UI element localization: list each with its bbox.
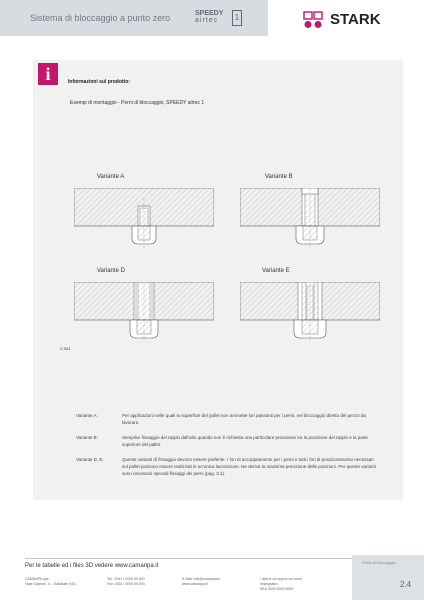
- note-text: Semplice fissaggio del nipplo dall'alto quando non è richiesta una particolare precisione tra la posizione del nipplo e la parte superiore del pallet.: [122, 435, 369, 447]
- stark-logo-icon: [303, 11, 323, 29]
- footer-contact: [182, 577, 220, 587]
- footer-legal: [260, 577, 302, 592]
- page-number: 2.4: [400, 580, 412, 589]
- variant-a-drawing: [74, 188, 214, 248]
- info-icon: i: [38, 63, 58, 85]
- variant-d-label: Variante D: [97, 268, 125, 274]
- variant-e-label: Variante E: [262, 268, 290, 274]
- footer-company: [25, 577, 76, 587]
- note-variant-b: [76, 434, 396, 454]
- brand-name: STARK: [330, 11, 381, 28]
- speedy-logo: [195, 10, 223, 24]
- footer-phone-line: Fax: 0331 / 0000 00 000: [107, 582, 145, 586]
- footer-divider: [25, 558, 352, 559]
- footer-email: E-Mail: info@camanpa.it: [182, 577, 221, 581]
- footer-company-line: CAMANPA spa: [25, 577, 49, 581]
- speedy-logo-number: 1: [232, 10, 242, 26]
- note-label: Variante D, E:: [76, 457, 104, 462]
- footer-tagline: Per le tabelle ed i files 3D vedere www.camanpa.it: [25, 563, 159, 569]
- note-variant-a: [76, 412, 396, 432]
- variant-b-label: Variante B: [265, 174, 293, 180]
- footer-legal-line: impegnativi: [260, 582, 278, 586]
- footer-website: www.camanpa.it: [182, 582, 208, 586]
- footer-phone-line: Tel.: 0331 / 0000 00 000: [107, 577, 145, 581]
- note-label: Variante A:: [76, 413, 98, 418]
- note-text: Per applicazioni nelle quali la superficie del pallet non ammette fori passanti per i perni, nel bloccaggio diretto del pezzo da lavorare.: [122, 413, 366, 425]
- page-header: [0, 0, 424, 38]
- variant-b-drawing: [240, 188, 380, 248]
- note-text: Queste varianti di fissaggio devono essere preferite. I fori di accoppiamento per i perni e tutti i fori di posizionamento necessari sul pallet possono essere realizzati in un'unica lavorazione. Ne deriva la massima precisione delle posizioni. Per queste varianti sono necessari speciali fissaggi dei perni (pag. 3.1).: [122, 457, 376, 476]
- variant-e-drawing: [240, 282, 380, 342]
- footer-phone: [107, 577, 145, 587]
- footer-legal-line: I dati di cui sopra non sono: [260, 577, 302, 581]
- footer-section-label: Perni di bloccaggio: [362, 560, 396, 565]
- variant-a-label: Variante A: [97, 174, 125, 180]
- footer-legal-line: REA 0000 0000 0000: [260, 587, 294, 591]
- info-subtitle: Esempi di montaggio - Perni di bloccaggio, SPEEDY airtec 1: [70, 100, 205, 106]
- info-heading: Informazioni sul prodotto:: [68, 79, 130, 85]
- note-label: Variante B:: [76, 435, 98, 440]
- speedy-logo-line2: airtec: [195, 17, 219, 24]
- variant-d-drawing: [74, 282, 214, 342]
- footer-company-line: Viale Caproni, 4 – Gallarate (VA): [25, 582, 76, 586]
- figure-code: Z-001: [60, 346, 71, 351]
- speedy-logo-line1: SPEEDY: [195, 10, 224, 17]
- note-variant-de: [76, 456, 396, 492]
- document-title: Sistema di bloccaggio a punto zero: [30, 13, 171, 23]
